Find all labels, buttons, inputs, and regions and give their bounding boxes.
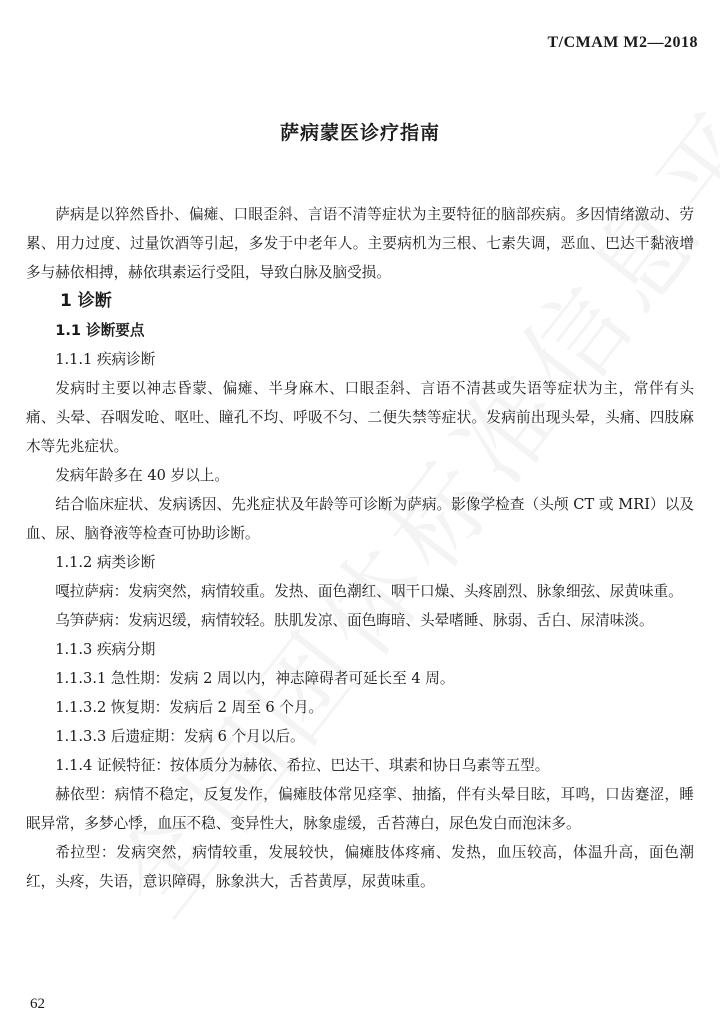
- body-paragraph: 赫依型：病情不稳定，反复发作，偏瘫肢体常见痉挛、抽搐，伴有头晕目眩，耳鸣，口齿蹇涩，睡眠异常，多梦心悸，血压不稳、变异性大，脉象虚缓，舌苔薄白，尿色发白而泡沫多。: [26, 786, 694, 832]
- document-body: [26, 200, 694, 896]
- page-number: 62: [30, 996, 45, 1012]
- section-heading: 1.1.1 疾病诊断: [55, 351, 156, 368]
- body-paragraph: 结合临床症状、发病诱因、先兆症状及年龄等可诊断为萨病。影像学检查（头颅 CT 或 MRI）以及血、尿、脑脊液等检查可协助诊断。: [26, 496, 694, 542]
- body-paragraph: 希拉型：发病突然，病情较重，发展较快，偏瘫肢体疼痛、发热，血压较高，体温升高，面色潮红，头疼，失语，意识障碍，脉象洪大，舌苔黄厚，尿黄味重。: [26, 844, 694, 890]
- body-paragraph: 发病年龄多在 40 岁以上。: [55, 467, 229, 484]
- body-paragraph: 发病时主要以神志昏蒙、偏瘫、半身麻木、口眼歪斜、言语不清甚或失语等症状为主，常伴有头痛、头晕、吞咽发呛、呕吐、瞳孔不均、呼吸不匀、二便失禁等症状。发病前出现头晕，头痛、四肢麻木等先兆症状。: [26, 380, 694, 455]
- body-paragraph: 乌笋萨病：发病迟缓，病情较轻。肤肌发凉、面色晦暗、头晕嗜睡、脉弱、舌白、尿清味淡。: [55, 612, 654, 629]
- section-heading: 1.1.3 疾病分期: [55, 641, 156, 658]
- section-heading: 1.1.4 证候特征：按体质分为赫依、希拉、巴达干、琪素和协日乌素等五型。: [55, 757, 550, 774]
- section-heading: 1.1 诊断要点: [55, 322, 145, 339]
- section-heading: 1.1.2 病类诊断: [55, 554, 156, 571]
- body-paragraph: 嘎拉萨病：发病突然，病情较重。发热、面色潮红、咽干口燥、头疼剧烈、脉象细弦、尿黄味重。: [55, 583, 683, 600]
- section-heading: 1.1.3.2 恢复期：发病后 2 周至 6 个月。: [55, 699, 324, 716]
- section-heading: 1 诊断: [60, 291, 112, 311]
- document-title: 萨病蒙医诊疗指南: [279, 122, 440, 144]
- standard-code-header: T/CMAM M2—2018: [547, 34, 698, 51]
- section-heading: 1.1.3.3 后遗症期：发病 6 个月以后。: [55, 728, 305, 745]
- body-paragraph: 萨病是以猝然昏扑、偏瘫、口眼歪斜、言语不清等症状为主要特征的脑部疾病。多因情绪激动、劳累、用力过度、过量饮酒等引起，多发于中老年人。主要病机为三根、七素失调，恶血、巴达干黏液增多与赫依相搏，赫依琪素运行受阻，导致白脉及脑受损。: [26, 206, 694, 281]
- section-heading: 1.1.3.1 急性期：发病 2 周以内，神志障碍者可延长至 4 周。: [55, 670, 455, 687]
